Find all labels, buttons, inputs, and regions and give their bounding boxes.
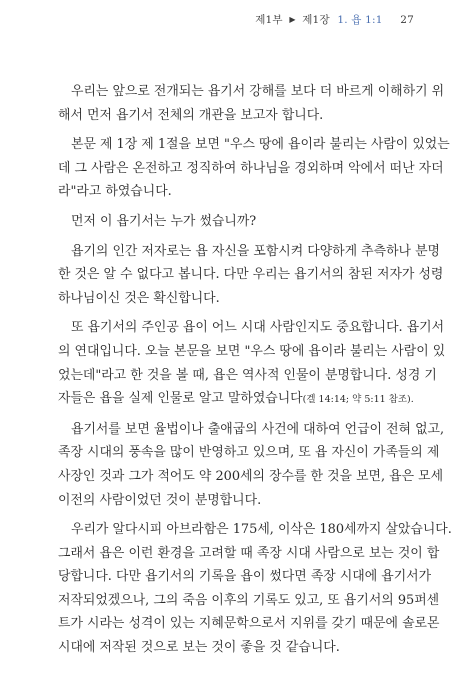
text-line: 당합니다. 다만 욥기서의 기록을 욥이 썼다면 족장 시대에 욥기서가 <box>58 569 432 585</box>
paragraph <box>58 210 408 234</box>
text-line: 욥기서를 보면 율법이나 출애굽의 사건에 대하여 언급이 전혀 없고, <box>71 421 445 437</box>
paragraph <box>58 133 450 204</box>
paragraph <box>58 80 445 127</box>
paragraph <box>58 418 445 512</box>
text-line: 우리는 앞으로 전개되는 욥기서 강해를 보다 더 바르게 이해하기 위 <box>71 84 445 99</box>
scripture-reference: (겔 14:14; 약 5:11 참조). <box>302 394 414 406</box>
triangle-right-icon: ▶ <box>289 15 296 24</box>
text-line: 의 연대입니다. 오늘 본문을 보면 "우스 땅에 욥이라 불리는 사람이 있 <box>58 343 446 359</box>
header-chapter: 제1장 <box>302 14 330 26</box>
text-line: 저작되었겠으나, 그의 죽음 이후의 기록도 있고, 또 욥기서의 95퍼센 <box>58 592 440 608</box>
text-line-with-reference <box>58 387 414 412</box>
paragraph <box>58 240 444 311</box>
header-chapter-title: 1. 욥 1:1 <box>337 14 383 26</box>
text-span: 자들은 욥을 실제 인물로 알고 말하였습니다 <box>58 391 303 407</box>
text-line: 하나님이신 것은 확신합니다. <box>58 290 220 306</box>
text-line: 또 욥기서의 주인공 욥이 어느 시대 사람인지도 중요합니다. 욥기서 <box>71 320 445 336</box>
paragraph <box>58 316 446 411</box>
text-line: 었는데"라고 한 것을 볼 때, 욥은 역사적 인물이 분명합니다. 성경 기 <box>58 367 437 383</box>
paragraph <box>58 518 452 660</box>
text-line: 트가 시라는 성격이 있는 지혜문학으로서 지위를 갖기 때문에 솔로몬 <box>58 616 440 632</box>
text-line: 사장인 것과 그가 적어도 약 200세의 장수를 한 것을 보면, 욥은 모세 <box>58 468 444 484</box>
text-line: 본문 제 1장 제 1절을 보면 "우스 땅에 욥이라 불리는 사람이 있었는 <box>71 137 450 153</box>
text-line: 먼저 이 욥기서는 누가 썼습니까? <box>71 213 257 229</box>
text-line: 시대에 저작된 것으로 보는 것이 좋을 것 같습니다. <box>58 640 340 656</box>
body-text <box>58 80 452 660</box>
page-number: 27 <box>400 14 414 26</box>
text-line: 데 그 사람은 온전하고 정직하여 하나님을 경외하며 악에서 떠난 자더 <box>58 160 444 176</box>
text-line: 우리가 알다시피 아브라함은 175세, 이삭은 180세까지 살았습니다. <box>71 522 452 538</box>
header-part: 제1부 <box>255 14 283 26</box>
text-line: 욥기의 인간 저자로는 욥 자신을 포함시켜 다양하게 추측하나 분명 <box>71 243 440 259</box>
text-line: 이전의 사람이었던 것이 분명합니다. <box>58 492 262 508</box>
text-line: 라"라고 하였습니다. <box>58 184 172 200</box>
running-header <box>255 12 414 27</box>
text-line: 그래서 욥은 이런 환경을 고려할 때 족장 시대 사람으로 보는 것이 합 <box>58 545 440 561</box>
text-line: 해서 먼저 욥기서 전체의 개관을 보고자 합니다. <box>58 107 324 123</box>
text-line: 족장 시대의 풍속을 많이 반영하고 있으며, 또 욥 자신이 가족들의 제 <box>58 445 440 461</box>
text-line: 한 것은 알 수 없다고 봅니다. 다만 우리는 욥기서의 참된 저자가 성령 <box>58 267 444 283</box>
